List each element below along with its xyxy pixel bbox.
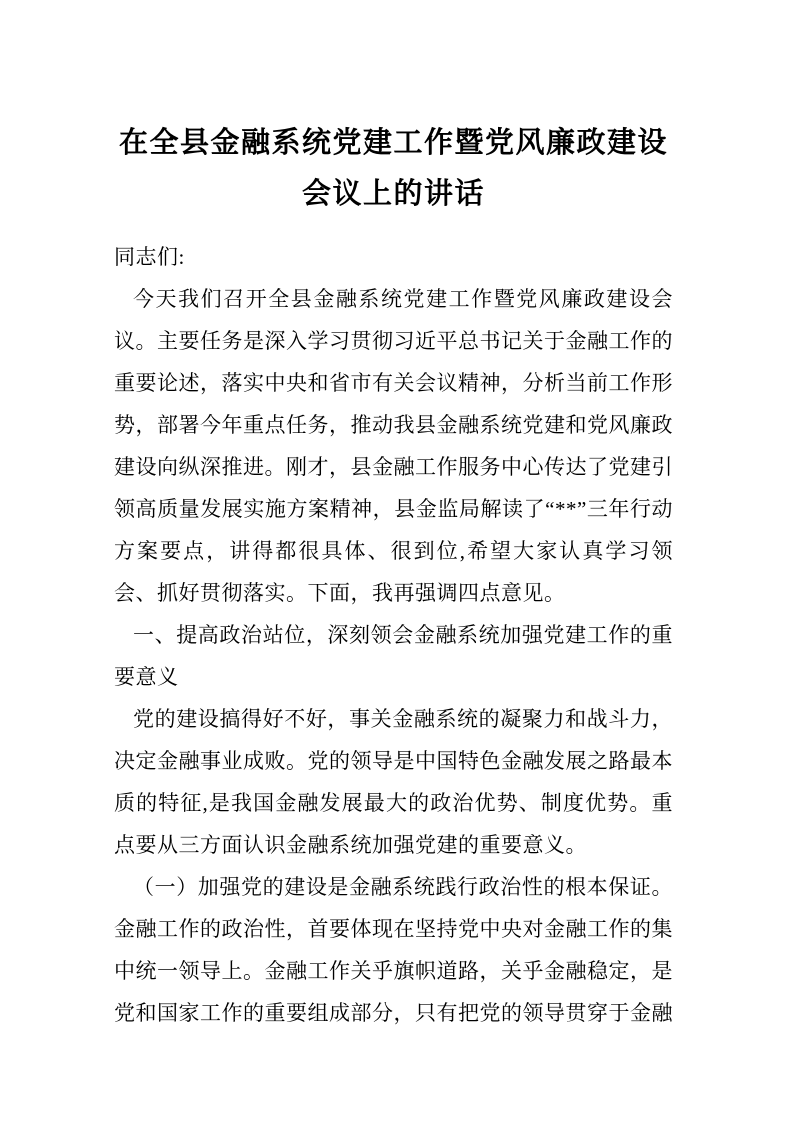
document-body: [114, 236, 673, 1034]
document-title: 在全县金融系统党建工作暨党风廉政建设会议上的讲话: [118, 127, 668, 210]
paragraph-salutation: 同志们:: [114, 245, 185, 269]
paragraph-opening: 今天我们召开全县金融系统党建工作暨党风廉政建设会议。主要任务是深入学习贯彻习近平总书记关于金融工作的重要论述，落实中央和省市有关会议精神，分析当前工作形势，部署今年重点任务，推动我县金融系统党建和党风廉政建设向纵深推进。刚才，县金融工作服务中心传达了党建引领高质量发展实施方案精神，县金监局解读了“**”三年行动方案要点，讲得都很具体、很到位,希望大家认真学习领会、抓好贯彻落实。下面，我再强调四点意见。: [114, 287, 673, 605]
paragraph-section-heading-1: 一、提高政治站位，深刻领会金融系统加强党建工作的重要意义: [114, 623, 673, 689]
paragraph-subsection-1: （一）加强党的建设是金融系统践行政治性的根本保证。金融工作的政治性，首要体现在坚持党中央对金融工作的集中统一领导上。金融工作关乎旗帜道路，关乎金融稳定，是党和国家工作的重要组成部分，只有把党的领导贯穿于金融: [114, 875, 673, 1025]
paragraph-section-1-intro: 党的建设搞得好不好，事关金融系统的凝聚力和战斗力，决定金融事业成败。党的领导是中国特色金融发展之路最本质的特征,是我国金融发展最大的政治优势、制度优势。重点要从三方面认识金融系统加强党建的重要意义。: [114, 707, 673, 857]
